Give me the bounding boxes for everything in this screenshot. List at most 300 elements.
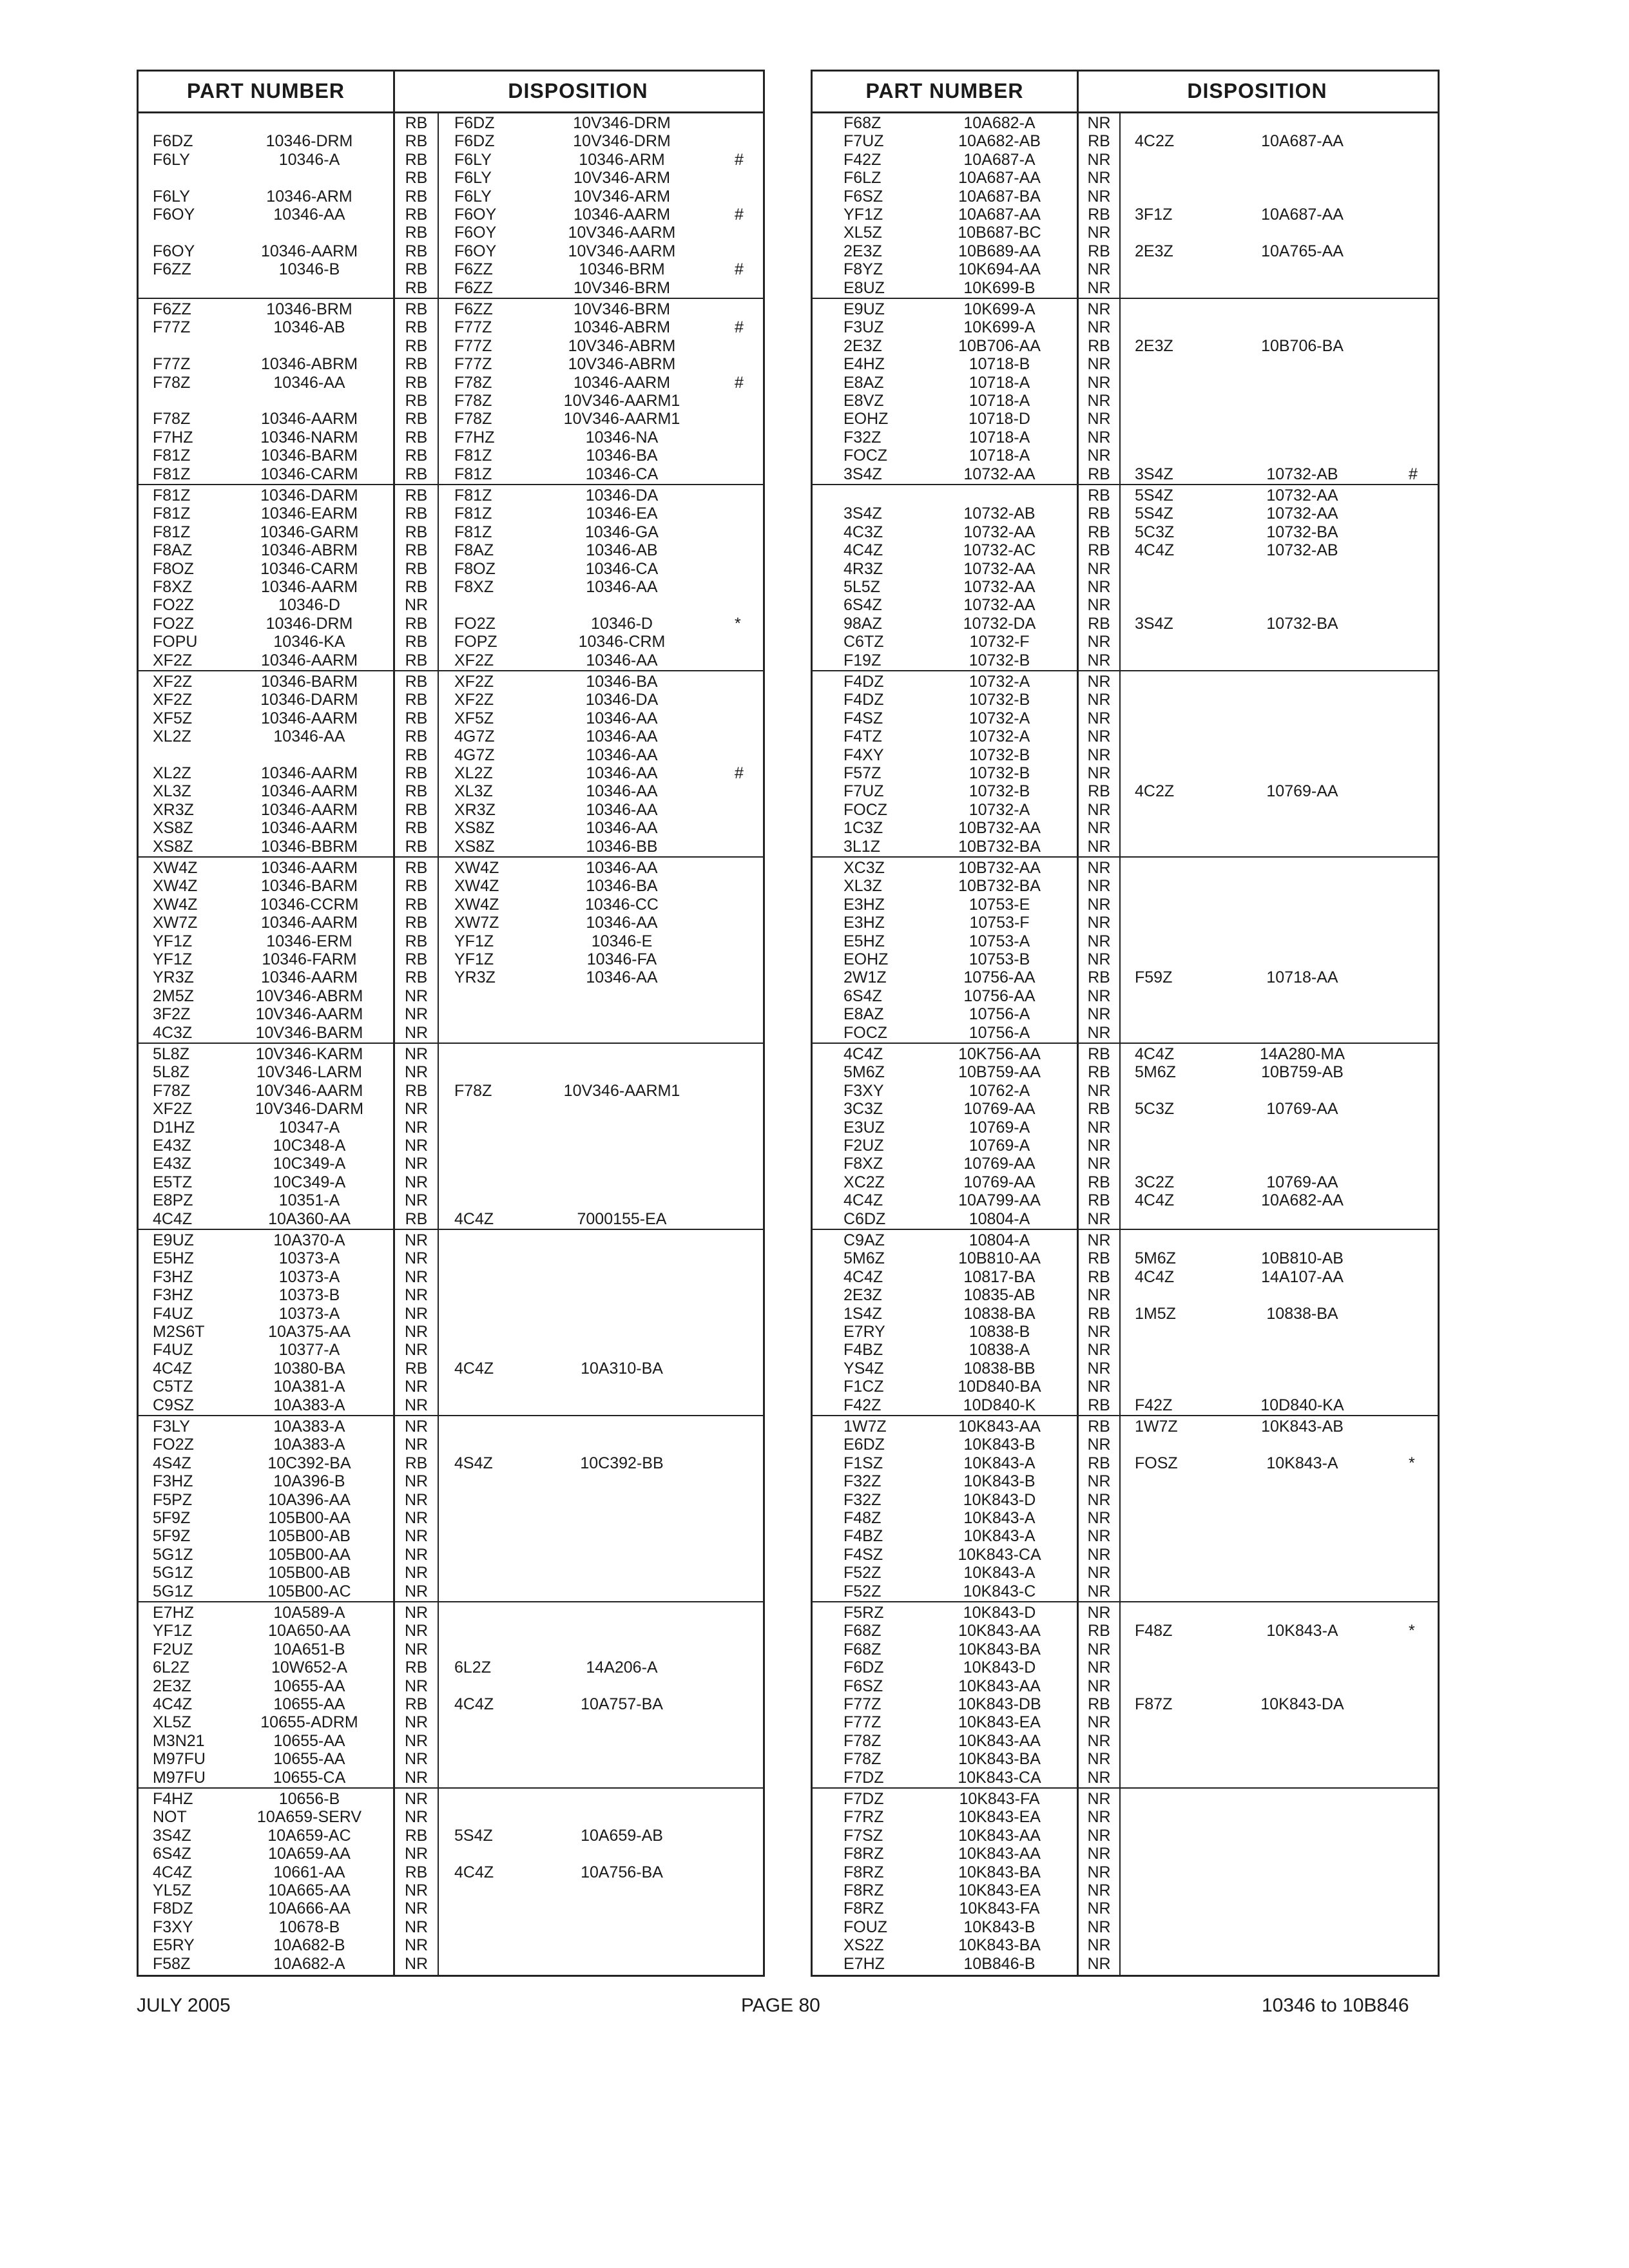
part-prefix: F81Z xyxy=(153,465,191,483)
disposition-code: RB xyxy=(405,260,428,279)
disposition-code: NR xyxy=(404,1396,429,1414)
table-row xyxy=(139,1790,763,1808)
replacement-prefix: XF2Z xyxy=(454,673,494,691)
replacement-prefix: F87Z xyxy=(1135,1695,1173,1713)
part-number: 10K843-D xyxy=(963,1490,1036,1509)
disposition-code: NR xyxy=(404,1677,429,1695)
part-prefix: F5RZ xyxy=(843,1604,884,1622)
part-number: 10A396-B xyxy=(273,1472,345,1491)
part-prefix: XW4Z xyxy=(153,895,198,914)
part-prefix: XW7Z xyxy=(153,914,198,932)
disposition-code: NR xyxy=(1087,428,1111,447)
replacement-prefix: 4C4Z xyxy=(454,1695,494,1713)
replacement-number: 10A687-AA xyxy=(1261,132,1344,151)
part-prefix: F6LY xyxy=(153,150,190,169)
part-prefix: E5TZ xyxy=(153,1173,193,1191)
part-number: 10K843-BA xyxy=(958,1750,1041,1769)
part-prefix: FOPU xyxy=(153,633,198,651)
disposition-code: RB xyxy=(405,837,428,856)
part-number: 10838-A xyxy=(969,1341,1030,1360)
group-separator xyxy=(139,298,763,299)
table-row xyxy=(139,1713,763,1731)
table-row xyxy=(139,1249,763,1267)
table-row xyxy=(813,151,1438,169)
part-number: 10655-AA xyxy=(273,1750,345,1769)
disposition-code: RB xyxy=(405,673,428,691)
disposition-code: NR xyxy=(1087,559,1111,578)
part-number: 10346-B xyxy=(278,260,340,279)
part-prefix: F52Z xyxy=(843,1564,882,1582)
part-prefix: 2M5Z xyxy=(153,986,194,1005)
part-prefix: 4C4Z xyxy=(153,1359,193,1378)
part-prefix: XF2Z xyxy=(153,651,193,669)
part-number: 10347-A xyxy=(278,1118,340,1137)
group-separator xyxy=(813,1787,1438,1789)
part-prefix: 2W1Z xyxy=(843,968,887,987)
table-row xyxy=(139,1750,763,1768)
part-number: 10732-A xyxy=(969,727,1030,746)
part-number: 10732-DA xyxy=(963,614,1036,633)
disposition-code: NR xyxy=(1087,986,1111,1005)
disposition-code: RB xyxy=(405,206,428,224)
table-row xyxy=(139,1899,763,1917)
part-prefix: E8UZ xyxy=(843,278,885,297)
part-number: 10K843-EA xyxy=(958,1881,1041,1899)
table-row xyxy=(813,1119,1438,1137)
table-row xyxy=(139,1658,763,1677)
disposition-code: RB xyxy=(405,1863,428,1881)
replacement-prefix: F77Z xyxy=(454,318,492,337)
replacement-number: 10346-AA xyxy=(586,745,658,764)
table-row xyxy=(813,950,1438,968)
disposition-code: RB xyxy=(1088,1063,1110,1082)
disposition-code: RB xyxy=(405,224,428,242)
part-number: 10A651-B xyxy=(273,1640,345,1658)
part-number: 10732-B xyxy=(969,691,1030,709)
replacement-number: 10V346-ABRM xyxy=(568,336,676,355)
part-prefix: F4UZ xyxy=(153,1304,193,1323)
disposition-code: RB xyxy=(1088,132,1110,151)
disposition-code: NR xyxy=(1087,1323,1111,1341)
table-row xyxy=(813,1936,1438,1954)
table-row xyxy=(813,1024,1438,1042)
part-prefix: 5M6Z xyxy=(843,1063,885,1082)
disposition-code: RB xyxy=(1088,541,1110,560)
part-prefix: F3XY xyxy=(153,1917,193,1936)
right-parts-table xyxy=(811,70,1440,1977)
replacement-prefix: XW4Z xyxy=(454,877,499,896)
part-number: 105B00-AC xyxy=(267,1582,351,1600)
part-prefix: F8XZ xyxy=(843,1155,883,1173)
disposition-code: RB xyxy=(1088,1045,1110,1063)
part-number: 10732-AA xyxy=(963,559,1036,578)
replacement-number: 14A206-A xyxy=(586,1658,658,1677)
table-row xyxy=(813,541,1438,559)
part-prefix: E5HZ xyxy=(843,932,885,950)
part-prefix: E3UZ xyxy=(843,1118,885,1137)
part-number: 10346-KA xyxy=(273,633,345,651)
table-row xyxy=(139,1323,763,1341)
table-row xyxy=(139,838,763,856)
disposition-code: RB xyxy=(405,300,428,318)
part-prefix: 4S4Z xyxy=(153,1454,191,1472)
disposition-code: NR xyxy=(1087,1545,1111,1564)
disposition-code: RB xyxy=(1088,1191,1110,1210)
replacement-number: 10346-NA xyxy=(585,428,659,447)
table-row xyxy=(139,727,763,745)
disposition-code: NR xyxy=(404,1436,429,1454)
table-row xyxy=(139,1527,763,1545)
disposition-code: NR xyxy=(1087,895,1111,914)
note-mark: * xyxy=(735,614,741,633)
replacement-number: 10346-AA xyxy=(586,819,658,838)
part-prefix: F3HZ xyxy=(153,1267,193,1286)
disposition-code: RB xyxy=(405,278,428,297)
disposition-code: NR xyxy=(1087,859,1111,877)
part-number: 10V346-ABRM xyxy=(255,986,363,1005)
part-number: 10838-B xyxy=(969,1323,1030,1341)
table-row xyxy=(139,896,763,914)
left-table-header xyxy=(139,72,763,113)
part-prefix: E3HZ xyxy=(843,895,885,914)
table-row xyxy=(139,1695,763,1713)
part-number: 10838-BB xyxy=(963,1359,1036,1378)
footer-page-number: PAGE 80 xyxy=(741,1995,820,2016)
part-number: 10732-A xyxy=(969,800,1030,819)
disposition-code: RB xyxy=(405,373,428,392)
disposition-code: NR xyxy=(404,1023,429,1042)
disposition-code: NR xyxy=(1087,392,1111,410)
disposition-code: NR xyxy=(404,1899,429,1918)
part-prefix: F4HZ xyxy=(153,1790,193,1808)
disposition-code: NR xyxy=(404,1808,429,1827)
disposition-code: NR xyxy=(1087,1604,1111,1622)
replacement-number: 10B759-AB xyxy=(1261,1063,1344,1082)
part-prefix: 1W7Z xyxy=(843,1418,887,1436)
part-number: 10D840-BA xyxy=(958,1378,1041,1396)
table-row xyxy=(813,1677,1438,1695)
part-prefix: F2UZ xyxy=(843,1137,884,1155)
part-number: 10K843-BA xyxy=(958,1936,1041,1955)
part-number: 105B00-AB xyxy=(268,1564,351,1582)
disposition-code: NR xyxy=(1087,950,1111,968)
part-prefix: F7RZ xyxy=(843,1808,884,1827)
replacement-prefix: 4C4Z xyxy=(1135,1267,1175,1286)
disposition-code: NR xyxy=(404,1286,429,1305)
table-row xyxy=(813,300,1438,318)
part-prefix: E43Z xyxy=(153,1155,191,1173)
table-row xyxy=(139,1936,763,1954)
part-number: 10C349-A xyxy=(273,1155,346,1173)
disposition-code: RB xyxy=(405,745,428,764)
replacement-prefix: F6DZ xyxy=(454,132,495,151)
part-prefix: F78Z xyxy=(153,373,191,392)
part-prefix: XL3Z xyxy=(843,877,882,896)
disposition-code: RB xyxy=(405,187,428,206)
part-number: 10769-AA xyxy=(963,1173,1036,1191)
part-number: 10B846-B xyxy=(963,1954,1036,1973)
part-number: 10817-BA xyxy=(963,1267,1036,1286)
part-prefix: F78Z xyxy=(153,410,191,428)
part-number: 10346-CCRM xyxy=(260,895,359,914)
disposition-code: NR xyxy=(1087,1658,1111,1677)
table-row xyxy=(139,932,763,950)
replacement-prefix: 4S4Z xyxy=(454,1454,493,1472)
table-row xyxy=(139,801,763,819)
table-row xyxy=(813,1769,1438,1787)
replacement-number: 10346-AA xyxy=(586,968,658,987)
part-prefix: F68Z xyxy=(843,1622,882,1640)
replacement-prefix: F59Z xyxy=(1135,968,1173,987)
part-number: 10K699-B xyxy=(963,278,1036,297)
part-prefix: 5L8Z xyxy=(153,1063,189,1082)
replacement-prefix: 4C4Z xyxy=(454,1209,494,1228)
table-row xyxy=(813,447,1438,465)
part-number: 10346-AA xyxy=(273,727,345,746)
part-prefix: F78Z xyxy=(153,1081,191,1100)
table-row xyxy=(813,1695,1438,1713)
replacement-number: 10V346-AARM xyxy=(568,224,676,242)
part-prefix: F42Z xyxy=(843,150,882,169)
part-prefix: F7DZ xyxy=(843,1790,884,1808)
replacement-number: 10346-DA xyxy=(585,691,659,709)
replacement-prefix: F6OY xyxy=(454,224,497,242)
part-number: 10V346-BARM xyxy=(255,1023,363,1042)
table-row xyxy=(139,132,763,150)
part-prefix: F32Z xyxy=(843,1490,882,1509)
replacement-prefix: 4G7Z xyxy=(454,745,495,764)
part-number: 10A682-A xyxy=(963,114,1036,132)
disposition-code: NR xyxy=(1087,224,1111,242)
disposition-code: RB xyxy=(1088,1304,1110,1323)
disposition-code: NR xyxy=(404,1063,429,1082)
disposition-code: RB xyxy=(405,859,428,877)
table-row xyxy=(139,1341,763,1359)
disposition-code: NR xyxy=(1087,1137,1111,1155)
part-number: 10A687-A xyxy=(963,150,1036,169)
table-row xyxy=(813,465,1438,483)
disposition-code: NR xyxy=(404,1378,429,1396)
part-number: 10A659-AA xyxy=(268,1845,351,1863)
disposition-code: RB xyxy=(405,169,428,187)
table-row xyxy=(139,1436,763,1454)
table-row xyxy=(139,1622,763,1640)
replacement-number: 10A757-BA xyxy=(581,1695,663,1713)
replacement-number: 10K843-A xyxy=(1266,1622,1338,1640)
part-prefix: F81Z xyxy=(153,447,191,465)
replacement-number: 10V346-ARM xyxy=(573,169,671,187)
disposition-code: NR xyxy=(404,986,429,1005)
part-number: 10346-AARM xyxy=(260,410,358,428)
disposition-code: NR xyxy=(404,1118,429,1137)
part-number: 10732-B xyxy=(969,782,1030,801)
table-row xyxy=(813,691,1438,709)
table-row xyxy=(139,859,763,877)
part-number: 10B810-AA xyxy=(958,1249,1041,1268)
table-row xyxy=(139,1137,763,1155)
disposition-code: NR xyxy=(404,1304,429,1323)
part-prefix: XS8Z xyxy=(153,819,193,838)
table-row xyxy=(139,447,763,465)
note-mark: # xyxy=(735,260,744,279)
part-prefix: 3C3Z xyxy=(843,1100,883,1119)
table-row xyxy=(813,428,1438,447)
disposition-code: NR xyxy=(404,1564,429,1582)
table-row xyxy=(813,1286,1438,1304)
disposition-code: NR xyxy=(404,1100,429,1119)
part-number: 10K843-AA xyxy=(958,1418,1041,1436)
part-prefix: FO2Z xyxy=(153,596,194,615)
table-row xyxy=(139,1546,763,1564)
part-prefix: E6DZ xyxy=(843,1436,885,1454)
replacement-number: 10346-AARM xyxy=(573,206,671,224)
table-row xyxy=(139,1582,763,1600)
table-row xyxy=(139,578,763,596)
part-number: 10346-ARM xyxy=(266,187,352,206)
disposition-code: NR xyxy=(404,1954,429,1973)
replacement-number: 10V346-BRM xyxy=(573,300,671,318)
disposition-code: RB xyxy=(405,1209,428,1228)
part-prefix: D1HZ xyxy=(153,1118,195,1137)
disposition-code: RB xyxy=(405,691,428,709)
part-number: 10346-NARM xyxy=(260,428,358,447)
table-row xyxy=(139,950,763,968)
table-row xyxy=(813,374,1438,392)
table-row xyxy=(813,279,1438,297)
part-number: 10C348-A xyxy=(273,1137,346,1155)
part-prefix: 5F9Z xyxy=(153,1509,191,1527)
replacement-number: 10V346-ABRM xyxy=(568,355,676,374)
disposition-code: RB xyxy=(1088,465,1110,483)
note-mark: # xyxy=(735,764,744,782)
part-number: 10373-A xyxy=(278,1267,340,1286)
disposition-code: RB xyxy=(405,523,428,541)
replacement-prefix: 4C4Z xyxy=(1135,541,1175,560)
table-row xyxy=(813,1249,1438,1267)
group-separator xyxy=(813,1229,1438,1230)
disposition-code: NR xyxy=(1087,1826,1111,1845)
replacement-prefix: XW4Z xyxy=(454,859,499,877)
part-prefix: EOHZ xyxy=(843,950,889,968)
right-table-header xyxy=(813,72,1438,113)
part-prefix: F8RZ xyxy=(843,1845,884,1863)
table-row xyxy=(139,541,763,559)
part-prefix: XC3Z xyxy=(843,859,885,877)
part-prefix: F48Z xyxy=(843,1509,882,1527)
disposition-code: RB xyxy=(405,465,428,483)
disposition-code: NR xyxy=(404,1640,429,1658)
table-row xyxy=(139,374,763,392)
disposition-code: NR xyxy=(1087,691,1111,709)
table-row xyxy=(813,1750,1438,1768)
disposition-code: RB xyxy=(405,968,428,987)
table-row xyxy=(139,392,763,410)
replacement-number: 10K843-DA xyxy=(1260,1695,1344,1713)
part-number: 10K843-C xyxy=(963,1582,1036,1600)
part-prefix: F8OZ xyxy=(153,559,194,578)
disposition-code: RB xyxy=(405,1454,428,1472)
part-prefix: E8AZ xyxy=(843,1005,884,1024)
table-row xyxy=(813,560,1438,578)
part-number: 10B759-AA xyxy=(958,1063,1041,1082)
replacement-number: 10769-AA xyxy=(1266,782,1338,801)
part-prefix: 4C4Z xyxy=(153,1863,193,1881)
part-number: 10K843-B xyxy=(963,1472,1036,1491)
table-row xyxy=(813,615,1438,633)
replacement-number: 10346-AA xyxy=(586,914,658,932)
part-prefix: F6OY xyxy=(153,242,195,260)
disposition-code: RB xyxy=(1088,242,1110,260)
part-number: 10718-A xyxy=(969,428,1030,447)
disposition-code: RB xyxy=(1088,505,1110,523)
table-row xyxy=(139,260,763,278)
part-number: 10B732-BA xyxy=(958,837,1041,856)
disposition-code: RB xyxy=(1088,336,1110,355)
disposition-code: NR xyxy=(1087,1863,1111,1881)
part-number: 10A682-AB xyxy=(958,132,1041,151)
disposition-code: RB xyxy=(405,428,428,447)
table-row xyxy=(813,1100,1438,1118)
part-prefix: F3UZ xyxy=(843,318,884,337)
replacement-number: 10V346-AARM1 xyxy=(563,392,680,410)
disposition-code: NR xyxy=(1087,596,1111,615)
disposition-code: NR xyxy=(404,1341,429,1360)
replacement-number: 10346-ABRM xyxy=(573,318,671,337)
table-row xyxy=(139,1119,763,1137)
disposition-code: RB xyxy=(405,950,428,968)
replacement-prefix: F81Z xyxy=(454,523,492,541)
table-row xyxy=(813,1582,1438,1600)
part-prefix: C6DZ xyxy=(843,1209,886,1228)
replacement-prefix: F81Z xyxy=(454,505,492,523)
part-prefix: E9UZ xyxy=(843,300,885,318)
replacement-number: 10A765-AA xyxy=(1261,242,1344,260)
part-prefix: F8YZ xyxy=(843,260,883,279)
replacement-number: 10346-CC xyxy=(585,895,659,914)
part-number: 10346-FARM xyxy=(262,950,357,968)
table-row xyxy=(813,709,1438,727)
part-number: 10655-AA xyxy=(273,1677,345,1695)
part-number: 10346-DRM xyxy=(265,614,353,633)
table-row xyxy=(813,1546,1438,1564)
disposition-code: NR xyxy=(1087,651,1111,669)
part-prefix: F6ZZ xyxy=(153,300,191,318)
disposition-code: NR xyxy=(1087,745,1111,764)
disposition-code: NR xyxy=(404,1917,429,1936)
disposition-code: NR xyxy=(1087,877,1111,896)
part-prefix: XF2Z xyxy=(153,673,193,691)
footer-date: JULY 2005 xyxy=(137,1995,231,2016)
part-prefix: E7HZ xyxy=(153,1604,194,1622)
part-number: 10A360-AA xyxy=(268,1209,351,1228)
part-number: 10C349-A xyxy=(273,1173,346,1191)
group-separator xyxy=(139,484,763,485)
disposition-code: NR xyxy=(1087,1954,1111,1973)
disposition-code: NR xyxy=(1087,578,1111,596)
table-row xyxy=(139,1155,763,1173)
part-number: 10K843-A xyxy=(963,1509,1036,1527)
table-row xyxy=(813,337,1438,355)
part-number: 10373-A xyxy=(278,1304,340,1323)
part-number: 10K843-FA xyxy=(959,1899,1040,1918)
table-row xyxy=(139,337,763,355)
table-row xyxy=(139,428,763,447)
part-number: 10V346-AARM xyxy=(255,1081,363,1100)
part-prefix: 1C3Z xyxy=(843,819,883,838)
disposition-code: RB xyxy=(1088,1695,1110,1713)
part-number: 10346-D xyxy=(278,596,340,615)
part-number: 10K694-AA xyxy=(958,260,1041,279)
